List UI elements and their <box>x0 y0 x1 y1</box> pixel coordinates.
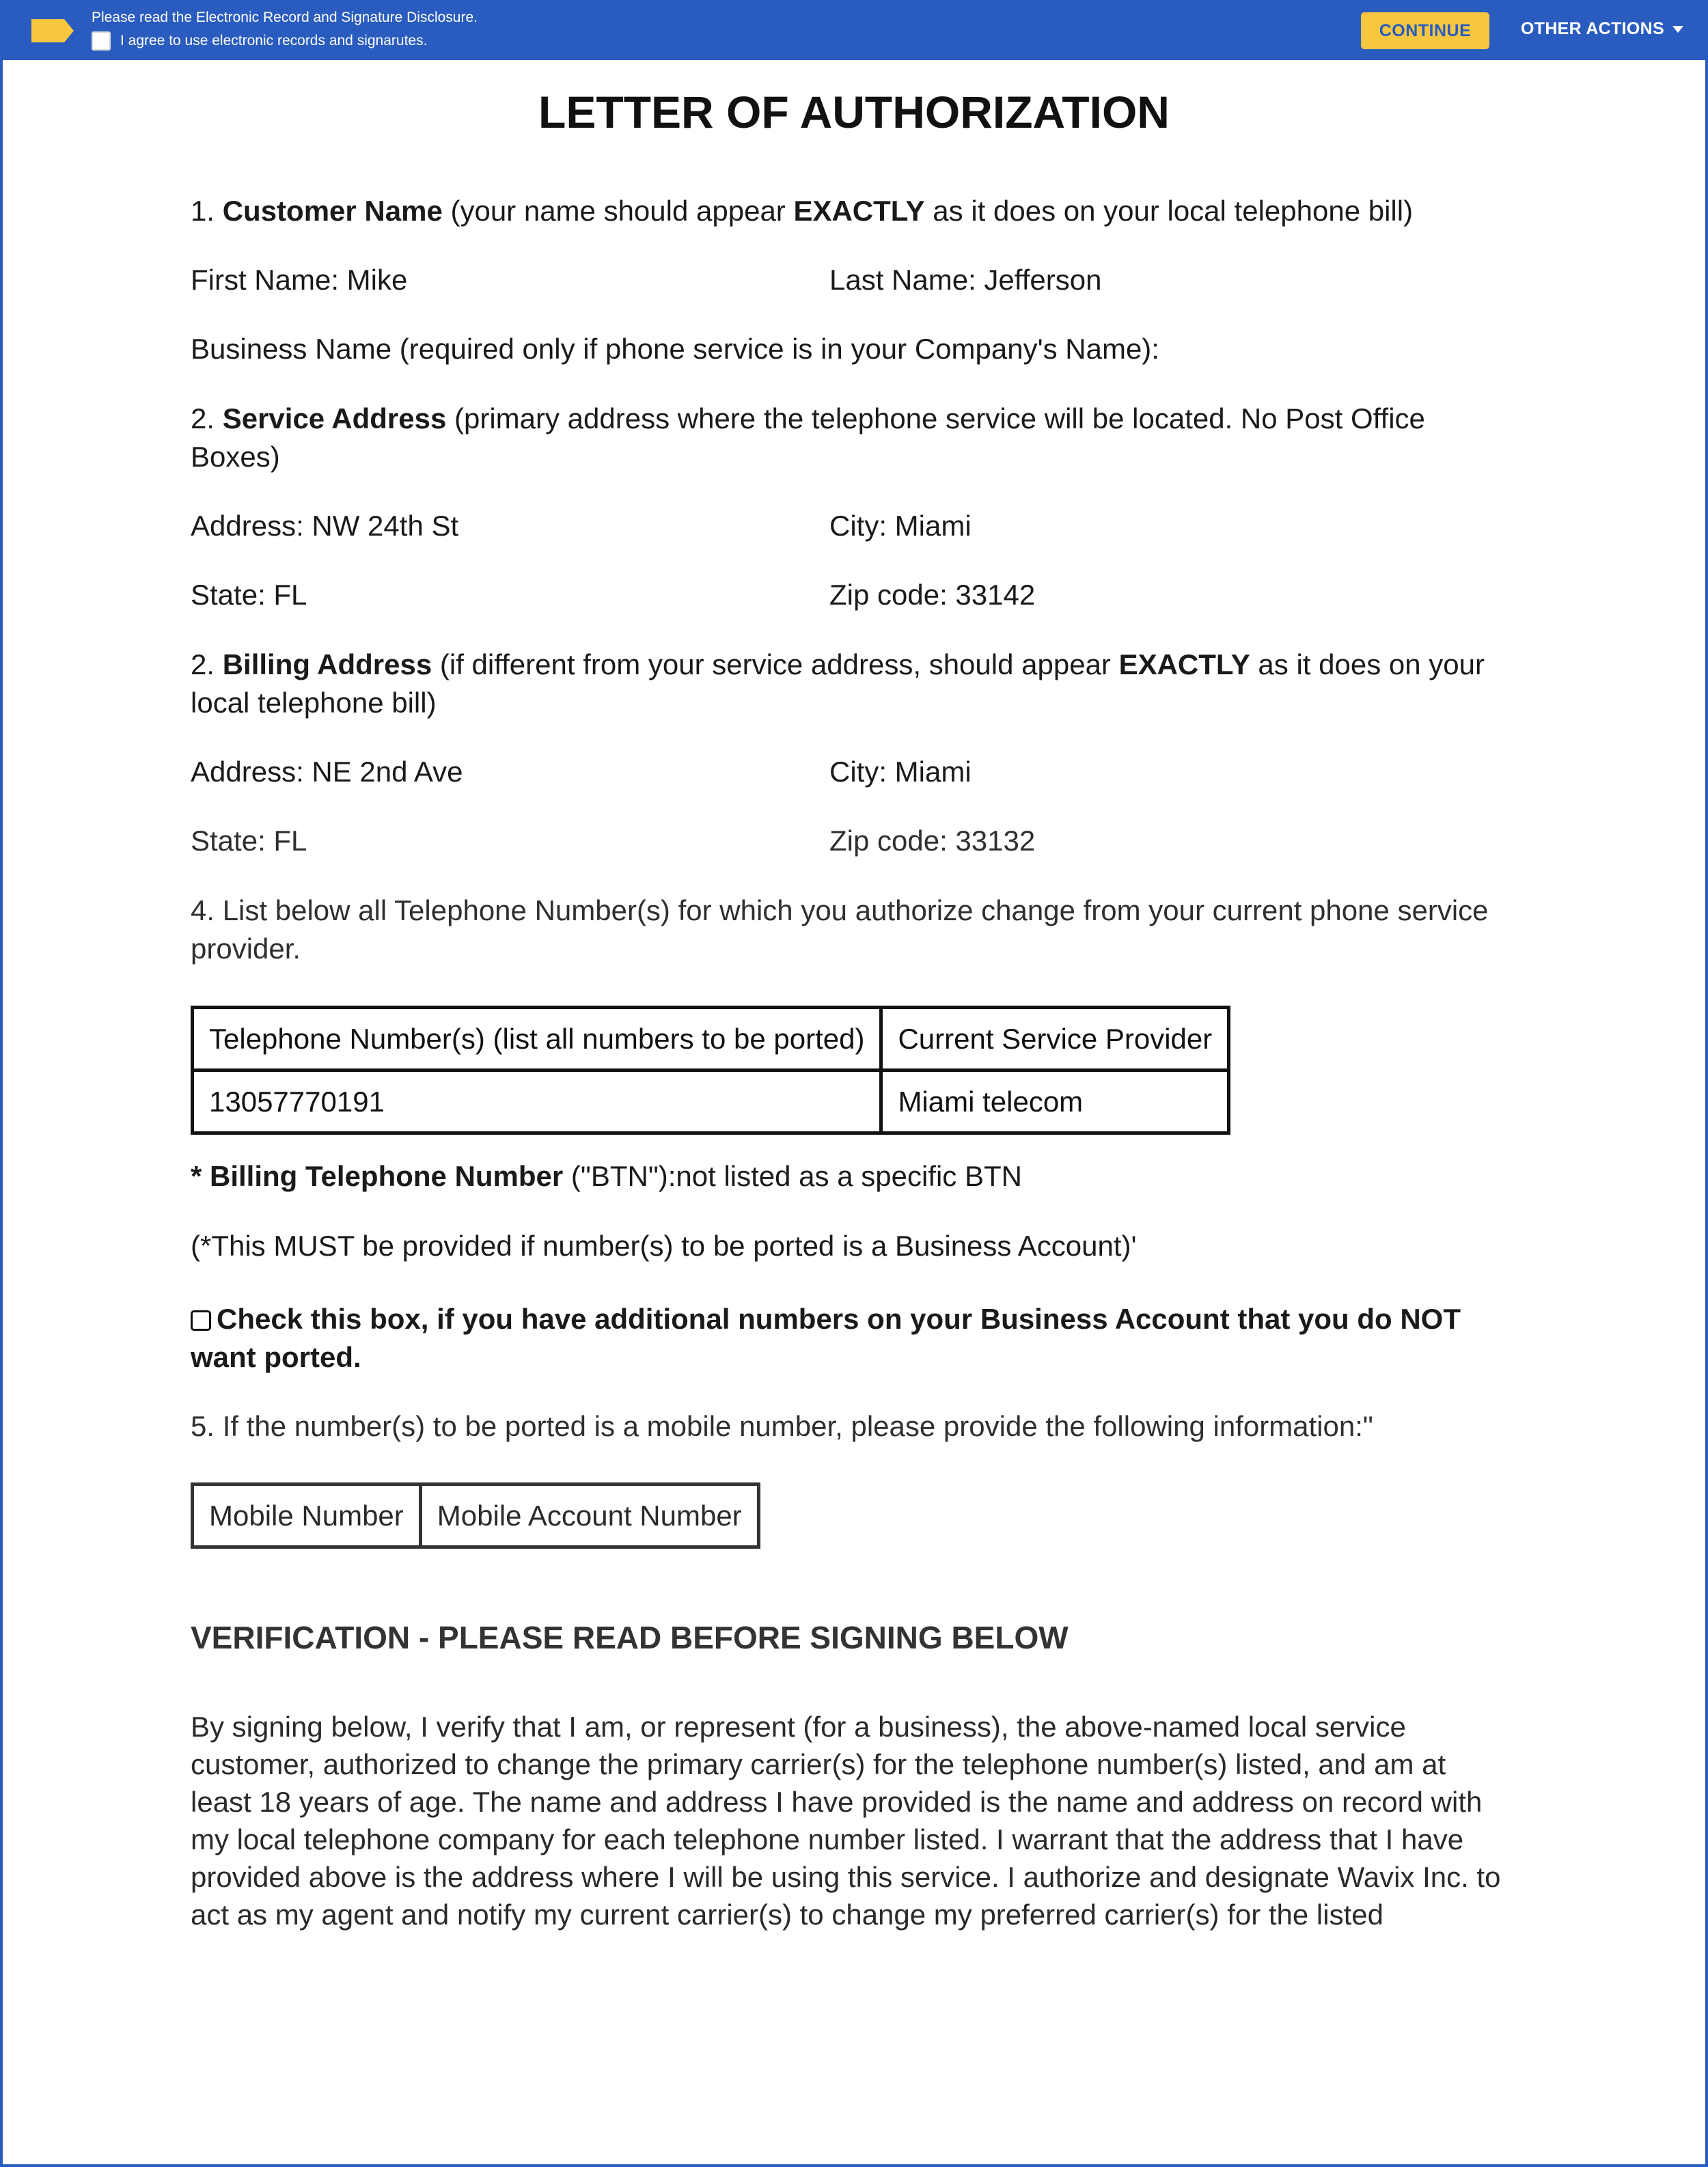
section-customer-name <box>191 192 1413 230</box>
section-telephone-numbers: 4. List below all Telephone Number(s) for which you authorize change from your current phone service provider. <box>191 894 1489 965</box>
section-number: 2. <box>191 648 223 680</box>
btn-label: * Billing Telephone Number <box>191 1160 564 1192</box>
section-mobile-number: 5. If the number(s) to be ported is a mobile number, please provide the following information:" <box>191 1410 1373 1442</box>
emphasis-text: EXACTLY <box>793 195 925 227</box>
section-text: (your name should appear <box>442 195 794 227</box>
table-header-cell: Current Service Provider <box>881 1008 1229 1071</box>
checkbox-label: Check this box, if you have additional numbers on your Business Account that you do NOT want ported. <box>191 1303 1461 1373</box>
table-header-cell: Mobile Number <box>193 1485 421 1547</box>
section-number: 2. <box>191 402 223 434</box>
btn-note: (*This MUST be provided if number(s) to be ported is a Business Account)' <box>191 1230 1137 1262</box>
service-zip-field: Zip code: 33142 <box>829 579 1036 611</box>
section-text: (if different from your service address, should appear <box>432 648 1119 680</box>
billing-address-field: Address: NE 2nd Ave <box>191 756 463 788</box>
section-service-address <box>191 400 1502 476</box>
table-row <box>193 1071 1229 1133</box>
section-label: Billing Address <box>222 648 432 680</box>
table-header-row <box>193 1008 1229 1071</box>
section-label: Customer Name <box>222 195 443 227</box>
checkbox-icon <box>191 1310 211 1331</box>
agree-row[interactable] <box>92 31 427 51</box>
business-name-field: Business Name (required only if phone service is in your Company's Name): <box>191 333 1159 365</box>
signing-toolbar <box>0 0 1708 60</box>
document-title: LETTER OF AUTHORIZATION <box>538 87 1170 137</box>
other-actions-label[interactable]: OTHER ACTIONS <box>1521 19 1664 38</box>
section-text: as it does on your local telephone bill) <box>924 195 1414 227</box>
phone-number-cell: 13057770191 <box>193 1071 881 1133</box>
continue-button[interactable]: CONTINUE <box>1361 12 1489 49</box>
section-text: (primary address where the telephone service will be located. No Post Office Boxes) <box>191 402 1425 473</box>
service-state-field: State: FL <box>191 579 307 611</box>
section-number: 1. <box>191 195 223 227</box>
verification-body: By signing below, I verify that I am, or represent (for a business), the above-named local service customer, authorized to change the primary carrier(s) for the telephone number(s) listed, and am at least 18 years of age. The name and address I have provided is the name and address on record with my local telephone company for each telephone number listed. I warrant that the address that I have provided above is the address where I will be using this service. I authorize and designate Wavix Inc. to act as my agent and notify my current carrier(s) to change my preferred carrier(s) for the listed <box>191 1711 1501 1931</box>
phone-numbers-table <box>191 1006 1230 1135</box>
first-name-field: First Name: Mike <box>191 264 408 296</box>
emphasis-text: EXACTLY <box>1118 648 1250 680</box>
table-header-row <box>193 1485 759 1547</box>
billing-telephone-number <box>191 1157 1022 1196</box>
table-header-cell: Mobile Account Number <box>420 1485 758 1547</box>
caret-down-icon[interactable] <box>1672 26 1683 33</box>
mobile-info-table <box>191 1482 760 1549</box>
agree-label[interactable]: I agree to use electronic records and signarutes. <box>120 33 428 49</box>
section-billing-address <box>191 646 1502 722</box>
provider-cell: Miami telecom <box>881 1071 1229 1133</box>
billing-city-field: City: Miami <box>829 756 972 788</box>
last-name-field: Last Name: Jefferson <box>829 264 1102 296</box>
btn-value: ("BTN"):not listed as a specific BTN <box>563 1160 1022 1192</box>
verification-heading: VERIFICATION - PLEASE READ BEFORE SIGNING BELOW <box>191 1620 1069 1655</box>
table-header-cell: Telephone Number(s) (list all numbers to be ported) <box>193 1008 881 1071</box>
additional-numbers-check <box>191 1300 1502 1377</box>
billing-state-field: State: FL <box>191 825 307 857</box>
section-label: Service Address <box>222 402 447 434</box>
tag-icon <box>31 19 74 42</box>
other-actions-menu[interactable] <box>1521 19 1683 39</box>
agree-checkbox[interactable] <box>92 31 111 51</box>
billing-zip-field: Zip code: 33132 <box>829 825 1036 857</box>
disclosure-text: Please read the Electronic Record and Signature Disclosure. <box>92 10 478 25</box>
service-address-field: Address: NW 24th St <box>191 510 459 542</box>
section-text: as it does on your local telephone bill) <box>191 648 1485 719</box>
service-city-field: City: Miami <box>829 510 972 542</box>
